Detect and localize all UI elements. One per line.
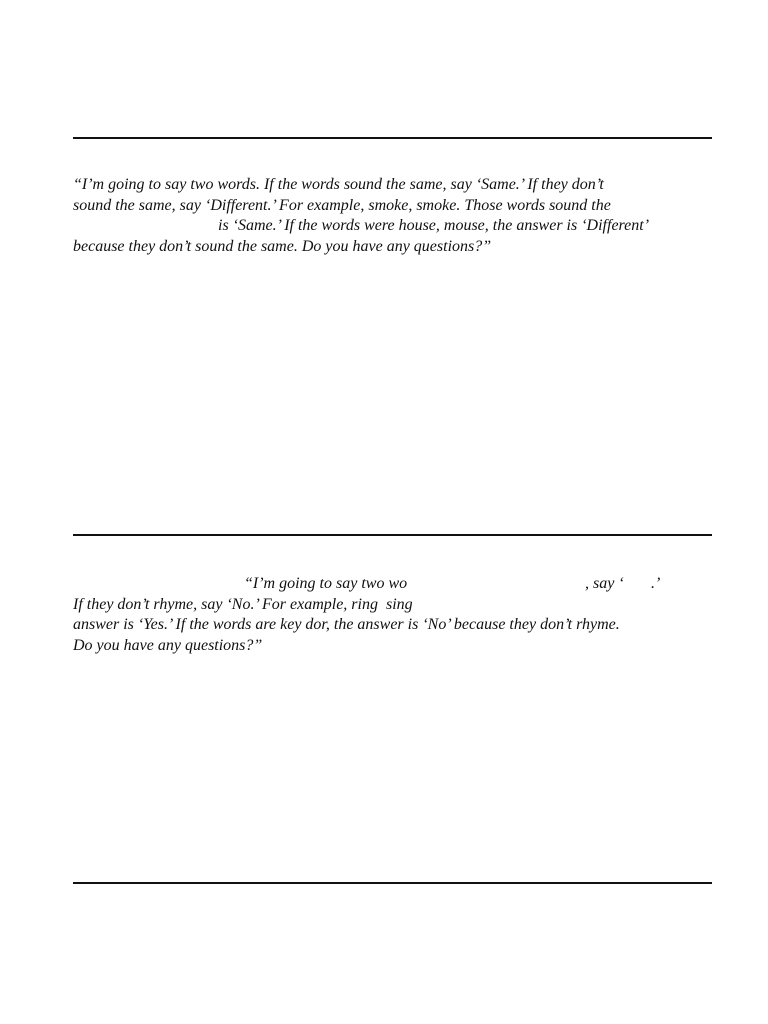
horizontal-rule-bottom — [73, 882, 712, 884]
instruction-line-3: is ‘Same.’ If the words were house, mouse, the answer is ‘Different’ — [218, 217, 650, 234]
rhyme-line-1-part-3: .’ — [651, 575, 661, 592]
horizontal-rule-middle — [73, 534, 712, 536]
rhyme-line-4: Do you have any questions?” — [73, 637, 263, 654]
rhyme-line-1-part-2: , say ‘ — [585, 575, 624, 592]
horizontal-rule-top — [73, 137, 712, 139]
rhyme-line-2: If they don’t rhyme, say ‘No.’ For example, ring sing — [73, 596, 413, 613]
instruction-line-2: sound the same, say ‘Different.’ For example, smoke, smoke. Those words sound the — [73, 197, 611, 214]
rhyme-line-3: answer is ‘Yes.’ If the words are key dor, the answer is ‘No’ because they don’t rhyme. — [73, 616, 620, 633]
instruction-line-4: because they don’t sound the same. Do you have any questions?” — [73, 238, 492, 255]
instruction-line-1: “I’m going to say two words. If the words sound the same, say ‘Same.’ If they don’t — [73, 176, 604, 193]
rhyme-line-1-part-1: “I’m going to say two wo — [244, 575, 408, 592]
